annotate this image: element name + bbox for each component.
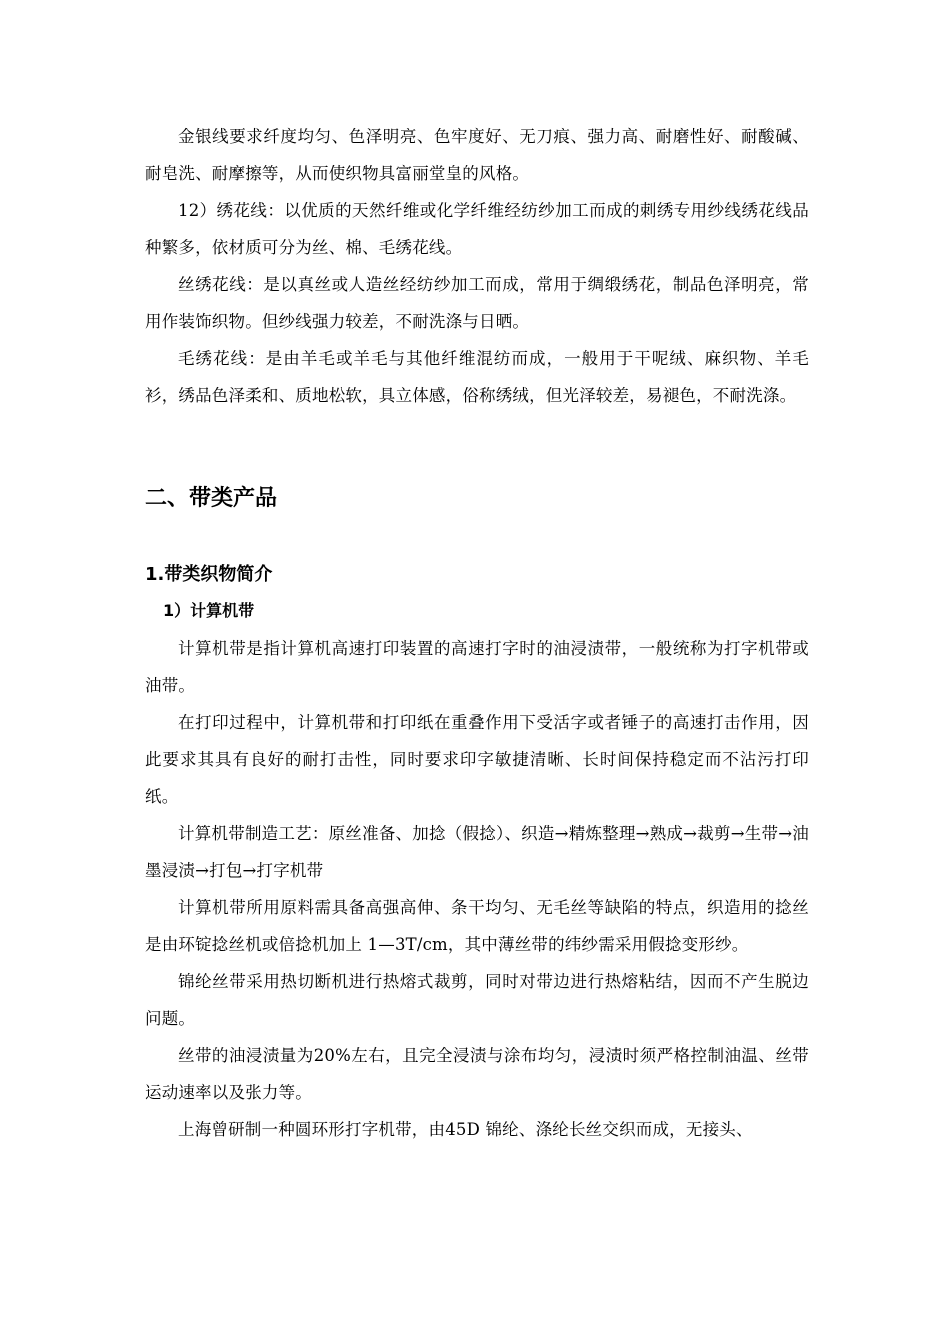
paragraph-gold-silver-thread: 金银线要求纤度均匀、色泽明亮、色牢度好、无刀痕、强力高、耐磨性好、耐酸碱、耐皂洗、耐摩擦等，从而使织物具富丽堂皇的风格。 (145, 127, 809, 183)
section-embroidery-thread (145, 118, 809, 414)
paragraph-ribbon-process: 计算机带制造工艺：原丝准备、加捻（假捻）、织造→精炼整理→熟成→裁剪→生带→油墨浸渍→打包→打字机带 (145, 824, 809, 880)
paragraph-ribbon-materials: 计算机带所用原料需具备高强高伸、条干均匀、无毛丝等缺陷的特点，织造用的捻丝是由环锭捻丝机或倍捻机加上 1—3T/cm，其中薄丝带的纬纱需采用假捻变形纱。 (145, 898, 809, 954)
paragraph-silk-embroidery-thread: 丝绣花线：是以真丝或人造丝经纺纱加工而成，常用于绸缎绣花，制品色泽明亮，常用作装饰织物。但纱线强力较差，不耐洗涤与日晒。 (145, 275, 809, 331)
section-computer-ribbon (145, 630, 809, 1148)
paragraph-wool-embroidery-thread: 毛绣花线：是由羊毛或羊毛与其他纤维混纺而成，一般用于干呢绒、麻织物、羊毛衫，绣品色泽柔和、质地松软，具立体感，俗称绣绒，但光泽较差，易褪色，不耐洗涤。 (145, 349, 809, 405)
section-heading: 1.带类织物简介 (145, 564, 273, 585)
paragraph-shanghai-ring-ribbon: 上海曾研制一种圆环形打字机带，由45D 锦纶、涤纶长丝交织而成，无接头、 (178, 1120, 753, 1139)
paragraph-embroidery-thread: 12）绣花线：以优质的天然纤维或化学纤维经纺纱加工而成的刺绣专用纱线绣花线品种繁多，依材质可分为丝、棉、毛绣花线。 (145, 201, 809, 257)
paragraph-nylon-ribbon-cutting: 锦纶丝带采用热切断机进行热熔式裁剪，同时对带边进行热熔粘结，因而不产生脱边问题。 (145, 972, 809, 1028)
subsection-heading: 1）计算机带 (163, 601, 255, 620)
paragraph-ink-impregnation: 丝带的油浸渍量为20%左右，且完全浸渍与涂布均匀，浸渍时须严格控制油温、丝带运动速率以及张力等。 (145, 1046, 809, 1102)
chapter-heading: 二、带类产品 (145, 486, 278, 511)
document-page (145, 118, 809, 1148)
paragraph-ribbon-requirements: 在打印过程中，计算机带和打印纸在重叠作用下受活字或者锤子的高速打击作用，因此要求其具有良好的耐打击性，同时要求印字敏捷清晰、长时间保持稳定而不沾污打印纸。 (145, 713, 809, 806)
paragraph-ribbon-definition: 计算机带是指计算机高速打印装置的高速打字时的油浸渍带，一般统称为打字机带或油带。 (145, 639, 809, 695)
